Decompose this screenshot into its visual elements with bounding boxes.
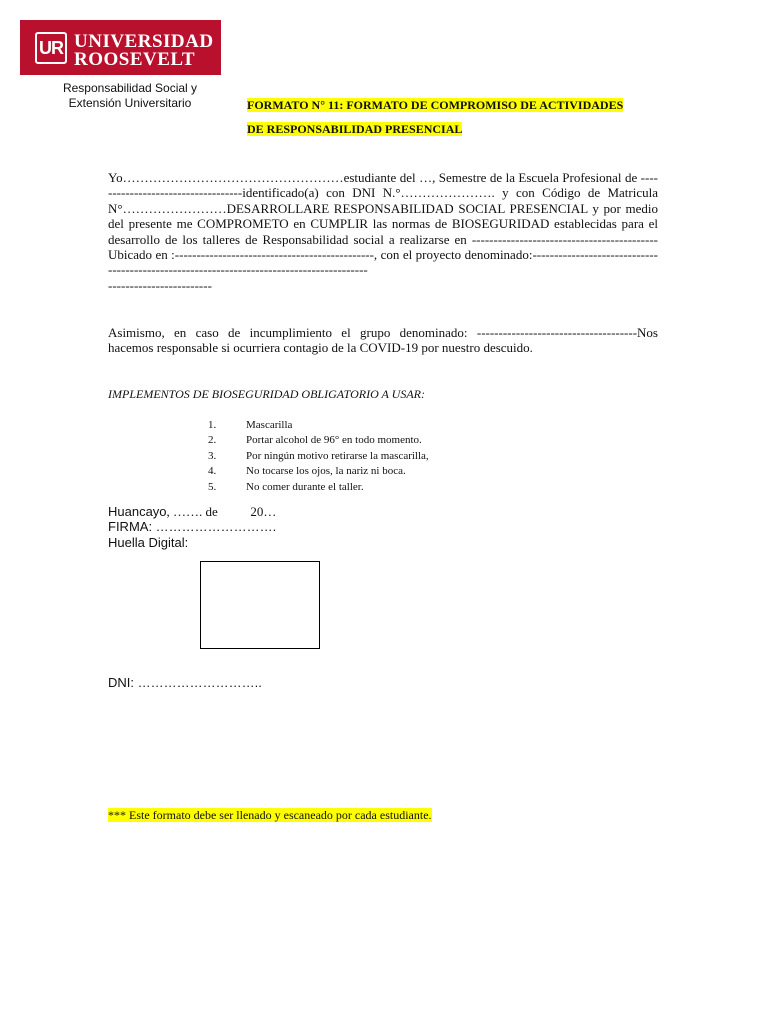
commitment-text: Yo……………………………………………estudiante del …, Semestre de la Escuela Profesional de -----------------------------------identificado(a) con DNI N.°…………………. y con Código de Matricula N°……………………DESARROLLARE RESPONSABILIDAD SOCIAL PRESENCIAL y por medio del presente me COMPROMETO en CUMPLIR las normas de BIOSEGURIDAD establecidas para el desarrollo de los talleres de Responsabilidad social a realizarse en -------------------------------------------Ubicado en :----------------------------------------------, con el proyecto denominado:----------------------------------------------------------------------------------------- (108, 170, 658, 278)
list-item: 2. Portar alcohol de 96° en todo momento. (208, 434, 422, 447)
implements-list (208, 418, 429, 495)
department-line-2: Extensión Universitario (68, 96, 192, 110)
fingerprint-label: Huella Digital: (108, 535, 189, 550)
signature-date-fill: , ……. de (166, 504, 218, 519)
department-name (40, 81, 220, 111)
list-item: 5. No comer durante el taller. (208, 480, 364, 493)
signature-place-date (108, 504, 276, 520)
form-title (247, 93, 677, 141)
department-line-1: Responsabilidad Social y (62, 81, 198, 95)
fingerprint-box (200, 561, 320, 649)
commitment-tail: ------------------------ (108, 277, 212, 293)
footer-note (108, 808, 432, 823)
logo-line-1: UNIVERSIDAD (74, 31, 214, 52)
signature-firma: FIRMA: ………………………. (108, 519, 277, 534)
liability-paragraph: Asimismo, en caso de incumplimiento el grupo denominado: -------------------------------------Nos hacemos responsable si ocurriera contagio de la COVID-19 por nuestro descuido. (108, 325, 658, 356)
list-item: 3. Por ningún motivo retirarse la mascarilla, (208, 449, 429, 462)
signature-year: 20… (250, 504, 277, 519)
list-item: 4. No tocarse los ojos, la nariz ni boca. (208, 465, 406, 478)
dni-field: DNI: ……………………….. (108, 675, 262, 690)
list-item: 1. Mascarilla (208, 419, 293, 431)
university-logo (20, 20, 221, 75)
form-title-line-2: DE RESPONSABILIDAD PRESENCIAL (247, 122, 463, 136)
logo-line-2: ROOSEVELT (74, 49, 196, 70)
form-title-line-1: FORMATO N° 11: FORMATO DE COMPROMISO DE ACTIVIDADES (247, 98, 624, 112)
footer-note-text: *** Este formato debe ser llenado y escaneado por cada estudiante. (108, 808, 432, 822)
implements-heading: IMPLEMENTOS DE BIOSEGURIDAD OBLIGATORIO A USAR: (108, 387, 425, 401)
signature-city: Huancayo (108, 504, 167, 519)
logo-mark: UR (35, 32, 67, 64)
commitment-paragraph (108, 170, 658, 293)
